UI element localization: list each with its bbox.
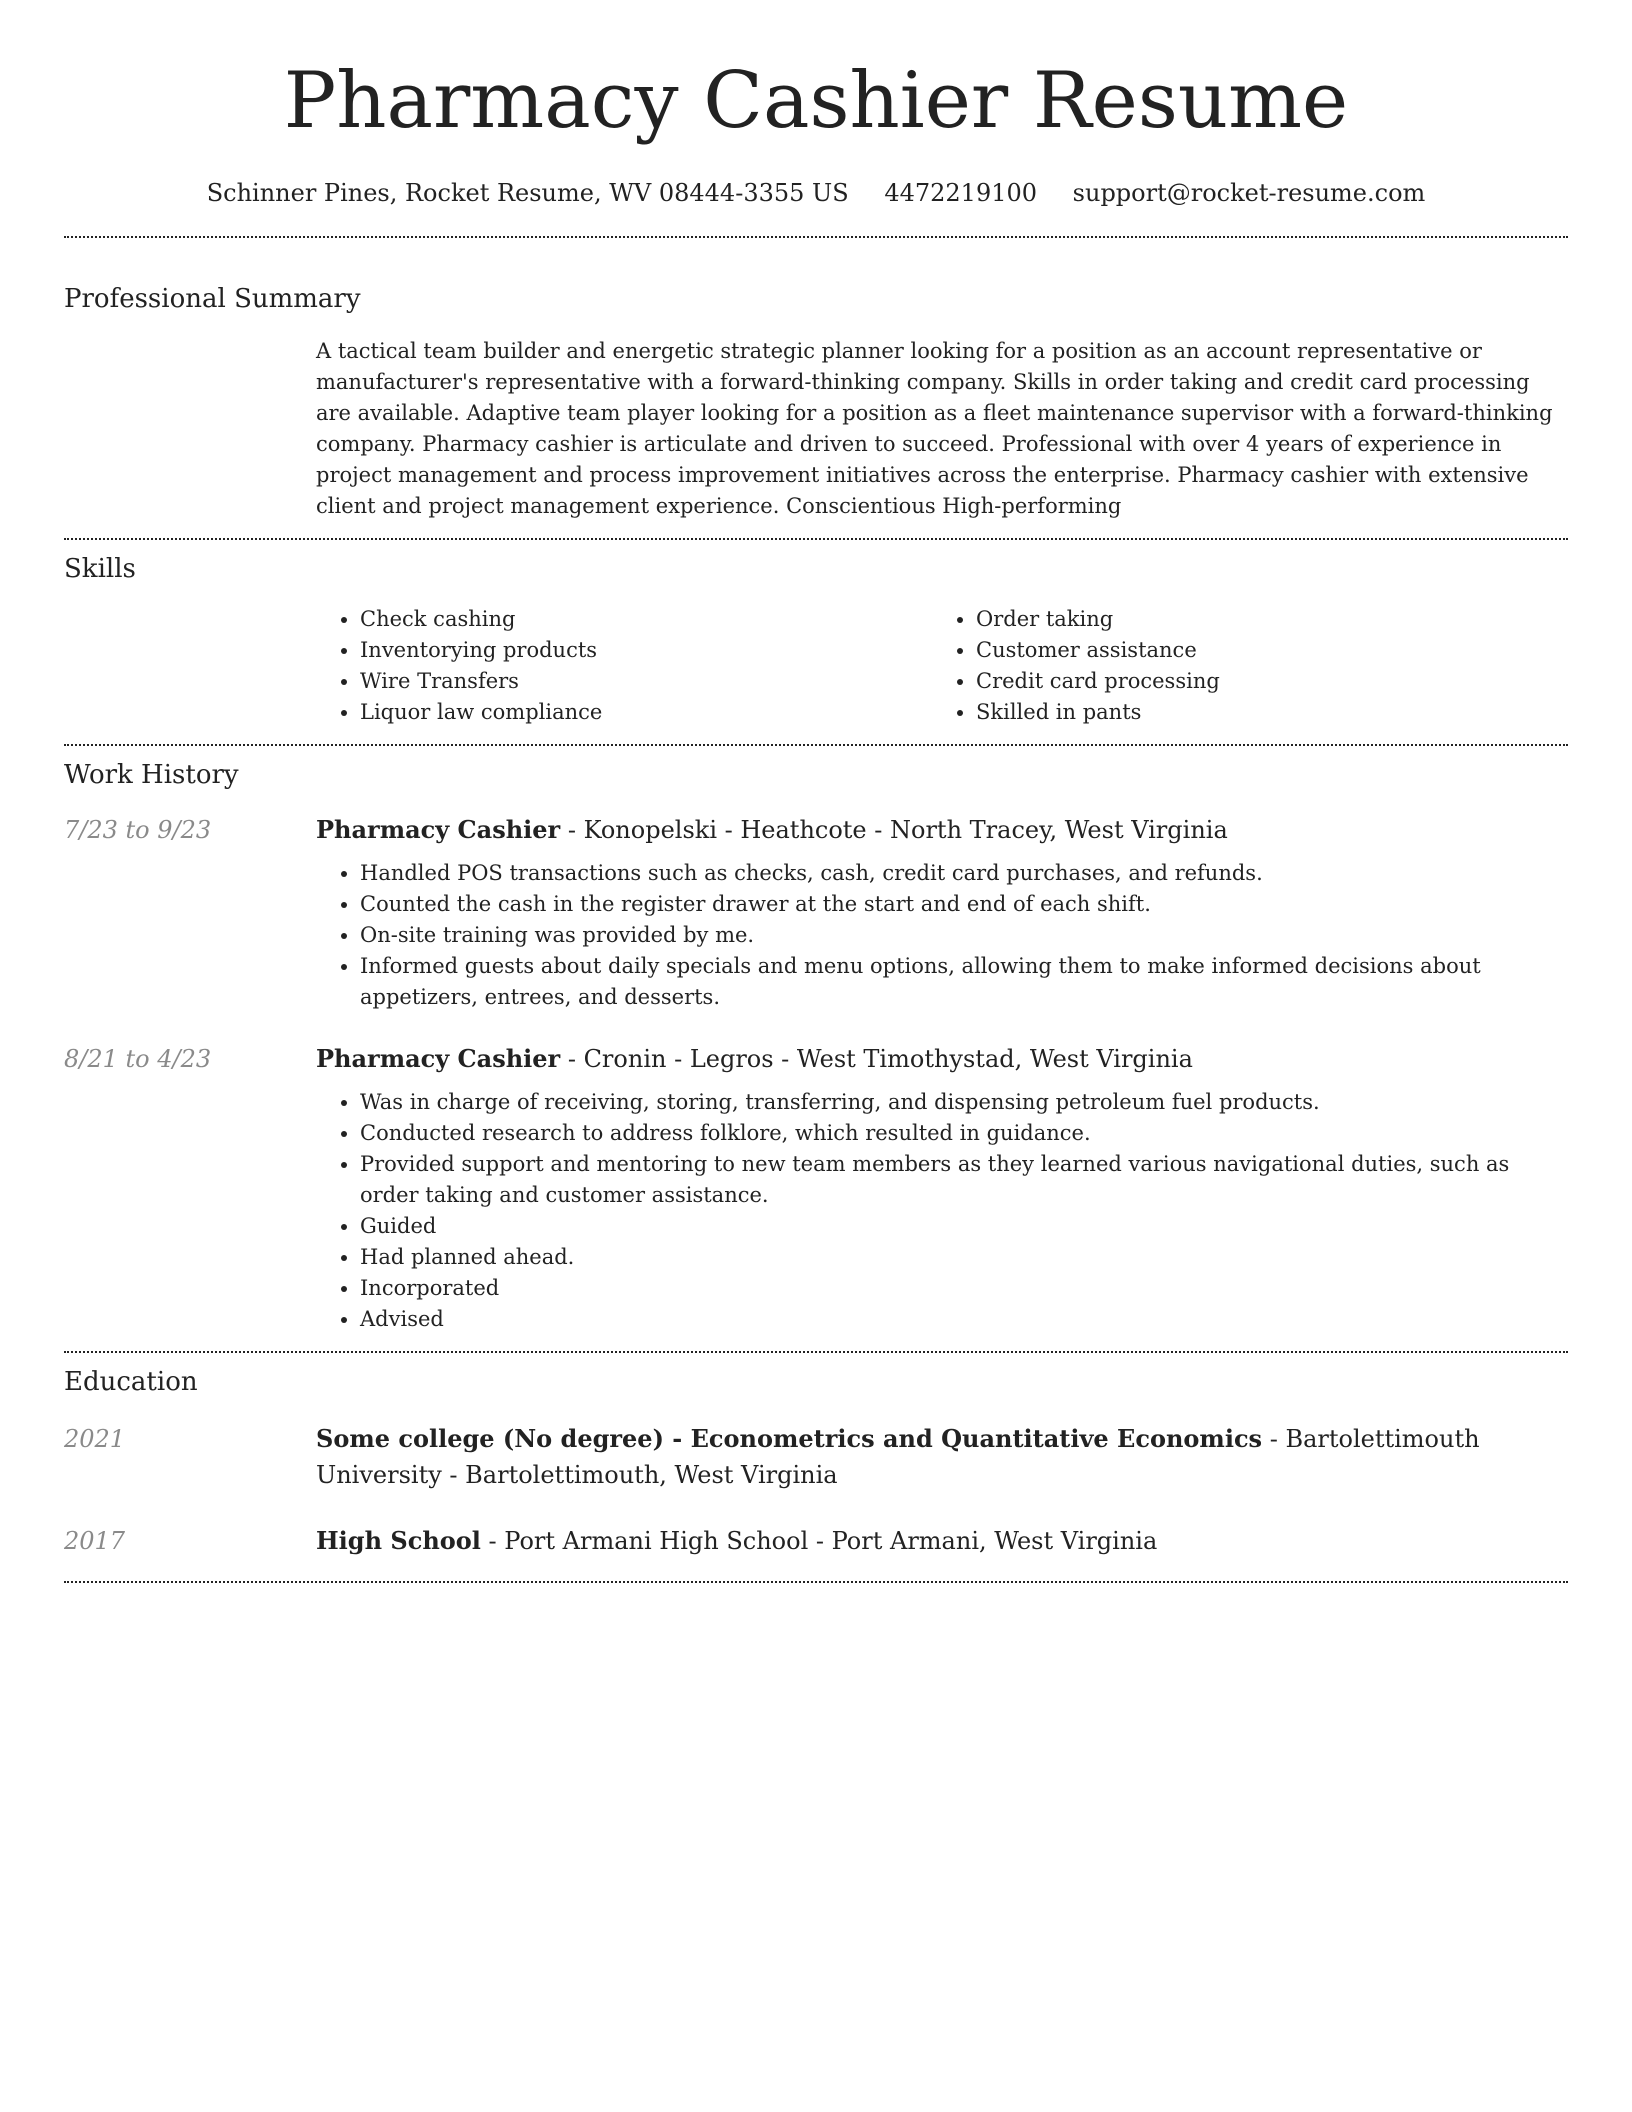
- contact-line: [64, 176, 1568, 210]
- job-bullet: • Informed guests about daily specials and menu options, allowing them to make informed decisions about appetizers, entrees, and desserts.: [360, 951, 1568, 1013]
- divider: [64, 1351, 1568, 1353]
- job-entry: [64, 812, 1568, 1013]
- education-title: [316, 1523, 1568, 1559]
- divider: [64, 1581, 1568, 1583]
- job-bullet: • Provided support and mentoring to new team members as they learned various navigational duties, such as order taking and customer assistance.: [360, 1149, 1568, 1211]
- job-body: [316, 1041, 1568, 1335]
- skill-item: • Liquor law compliance: [360, 697, 932, 728]
- education-entry: [64, 1523, 1568, 1559]
- skill-item: • Inventorying products: [360, 635, 932, 666]
- resume-title: Pharmacy Cashier Resume: [283, 56, 1349, 146]
- job-bullet: • Counted the cash in the register drawer at the start and end of each shift.: [360, 889, 1568, 920]
- job-bullet: • Guided: [360, 1211, 1568, 1242]
- job-bullet: • Was in charge of receiving, storing, transferring, and dispensing petroleum fuel products.: [360, 1087, 1568, 1118]
- education-title: [316, 1421, 1568, 1493]
- skills-column-left: [316, 604, 932, 728]
- education-year: 2017: [64, 1527, 126, 1555]
- education-degree: High School: [316, 1526, 481, 1555]
- summary-heading: Professional Summary: [64, 284, 361, 314]
- job-title: [316, 1041, 1568, 1077]
- summary-text: A tactical team builder and energetic strategic planner looking for a position as an account representative or manufacturer's representative with a forward-thinking company. Skills in order taking and credit card processing are available. Adaptive team player looking for a position as a fleet maintenance supervisor with a forward-thinking company. Pharmacy cashier is articulate and driven to succeed. Professional with over 4 years of experience in project management and process improvement initiatives across the enterprise. Pharmacy cashier with extensive client and project management experience. Conscientious High-performing: [316, 339, 1553, 518]
- work-heading: Work History: [64, 760, 239, 790]
- skills-heading: Skills: [64, 554, 136, 584]
- job-bullet: • Had planned ahead.: [360, 1242, 1568, 1273]
- skill-item: • Credit card processing: [976, 666, 1568, 697]
- job-employer: - Cronin - Legros - West Timothystad, West Virginia: [560, 1045, 1193, 1073]
- skill-item: • Skilled in pants: [976, 697, 1568, 728]
- skills-column-right: [932, 604, 1568, 728]
- education-school: - Bartolettimouth University - Bartolettimouth, West Virginia: [316, 1425, 1480, 1489]
- education-school: - Port Armani High School - Port Armani, West Virginia: [480, 1527, 1158, 1555]
- job-bullet: • Advised: [360, 1304, 1568, 1335]
- skills-list: [316, 604, 1568, 728]
- skill-item: • Wire Transfers: [360, 666, 932, 697]
- job-bullets: [316, 1087, 1568, 1335]
- divider: [64, 744, 1568, 746]
- job-dates: 8/21 to 4/23: [64, 1045, 212, 1073]
- job-position: Pharmacy Cashier: [316, 1044, 561, 1073]
- job-bullet: • Conducted research to address folklore, which resulted in guidance.: [360, 1118, 1568, 1149]
- education-degree: Some college (No degree) - Econometrics and Quantitative Economics: [316, 1424, 1263, 1453]
- education-body: [316, 1421, 1568, 1493]
- skill-item: • Order taking: [976, 604, 1568, 635]
- education-heading: Education: [64, 1367, 198, 1397]
- education-body: [316, 1523, 1568, 1559]
- divider: [64, 236, 1568, 238]
- job-body: [316, 812, 1568, 1013]
- job-title: [316, 812, 1568, 848]
- job-bullets: [316, 858, 1568, 1013]
- job-bullet: • Incorporated: [360, 1273, 1568, 1304]
- job-entry: [64, 1041, 1568, 1335]
- skill-item: • Customer assistance: [976, 635, 1568, 666]
- divider: [64, 538, 1568, 540]
- education-year: 2021: [64, 1425, 126, 1453]
- education-entry: [64, 1421, 1568, 1493]
- job-bullet: • On-site training was provided by me.: [360, 920, 1568, 951]
- job-bullet: • Handled POS transactions such as checks, cash, credit card purchases, and refunds.: [360, 858, 1568, 889]
- job-position: Pharmacy Cashier: [316, 815, 561, 844]
- contact-address: Schinner Pines, Rocket Resume, WV 08444-3355 US: [206, 179, 849, 207]
- job-employer: - Konopelski - Heathcote - North Tracey, West Virginia: [560, 816, 1228, 844]
- contact-phone: 4472219100: [884, 179, 1038, 207]
- contact-email: support@rocket-resume.com: [1072, 179, 1426, 207]
- job-dates: 7/23 to 9/23: [64, 816, 212, 844]
- skill-item: • Check cashing: [360, 604, 932, 635]
